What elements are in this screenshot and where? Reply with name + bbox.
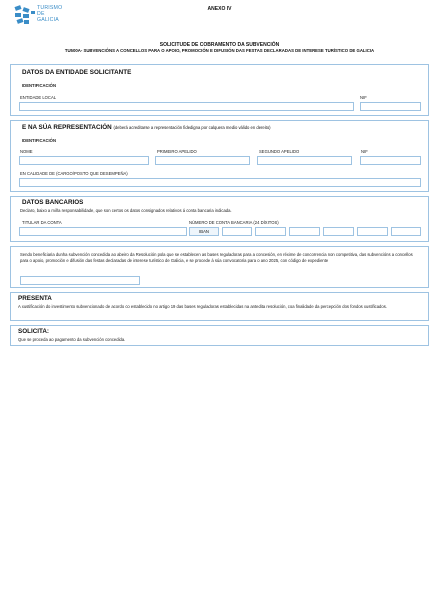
solicita-section [10, 325, 429, 346]
primeiro-apelido-input[interactable] [155, 156, 250, 165]
presenta-text: A xustificación do investimento subvencionado de acordo co establecido no artigo 19 das bases reguladoras establecidas na antedita resolución, coa finalidade da percepción dos fondos xustificados. [18, 304, 387, 309]
titular-label: TITULAR DA CONTA [22, 220, 62, 225]
bancarios-heading: DATOS BANCARIOS [22, 199, 84, 206]
annex-label: ANEXO IV [207, 6, 232, 12]
expediente-input[interactable] [20, 276, 140, 285]
representacion-nif-label: NIF [361, 149, 368, 154]
beneficiaria-text: Sendo beneficiaria dunha subvención concedida ao abeiro da Resolución pola que se establecen as bases reguladoras para a concesión, en réxime de concorrencia non competitiva, das subvencións a concellos para o apoio, promoción e difusión das festas declaradas de interese turístico de Galicia, e se procede á súa convocatoria para o ano 2025, con código de expediente [20, 252, 413, 263]
calidade-label: EN CALIDADE DE (CARGO/POSTO QUE DESEMPEÑA) [20, 171, 128, 176]
bancarios-section [10, 196, 429, 242]
iban-block-6[interactable] [391, 227, 421, 236]
representacion-note: (deberá acreditarse a representación fidedigna por calquera medio válido en dereito) [113, 125, 271, 130]
calidade-input[interactable] [19, 178, 421, 187]
entidade-nif-label: NIF [360, 95, 367, 100]
brand-logo-text: TURISMO DE GALICIA [37, 5, 63, 23]
nome-input[interactable] [19, 156, 149, 165]
bancarios-declaration: Declaro, baixo a miña responsabilidade, que son certos os datos consignados relativos á conta bancaria indicada. [20, 208, 232, 213]
iban-block-2[interactable] [255, 227, 286, 236]
numero-conta-label: NÚMERO DE CONTA BANCARIA (24 DÍXITOS) [189, 220, 279, 225]
nome-label: NOME [20, 149, 33, 154]
document-title: SOLICITUDE DE COBRAMENTO DA SUBVENCIÓN [159, 42, 280, 48]
entidade-identificacion-label: IDENTIFICACIÓN [22, 83, 56, 88]
primeiro-apelido-label: PRIMEIRO APELIDO [157, 149, 197, 154]
iban-block-3[interactable] [289, 227, 320, 236]
presenta-section [10, 292, 429, 321]
iban-block-1[interactable] [222, 227, 252, 236]
representacion-nif-input[interactable] [360, 156, 421, 165]
segundo-apelido-input[interactable] [257, 156, 352, 165]
entidade-section [10, 64, 429, 116]
presenta-heading: PRESENTA [18, 295, 52, 302]
solicita-text: Que se proceda ao pagamento da subvención concedida. [18, 337, 126, 342]
iban-label: IBAN [189, 227, 219, 236]
solicita-heading: SOLICITA: [18, 328, 50, 335]
representacion-identificacion-label: IDENTIFICACIÓN [22, 138, 56, 143]
document-subtitle: TU500A- SUBVENCIÓNS A CONCELLOS PARA O APOIO, PROMOCIÓN E DIFUSIÓN DAS FESTAS DECLARADAS DE INTERESE TURÍSTICO DE GALICIA [64, 48, 375, 53]
beneficiaria-section [10, 246, 429, 288]
iban-block-5[interactable] [357, 227, 388, 236]
representacion-heading: E NA SÚA REPRESENTACIÓN (deberá acreditarse a representación fidedigna por calquera medio válido en dereito) [22, 124, 271, 131]
entidade-nif-input[interactable] [360, 102, 421, 111]
iban-block-4[interactable] [323, 227, 354, 236]
segundo-apelido-label: SEGUNDO APELIDO [259, 149, 300, 154]
entidade-local-input[interactable] [19, 102, 354, 111]
entidade-heading: DATOS DA ENTIDADE SOLICITANTE [22, 69, 132, 76]
entidade-local-label: ENTIDADE LOCAL [20, 95, 57, 100]
representacion-section [10, 120, 429, 192]
titular-input[interactable] [19, 227, 187, 236]
